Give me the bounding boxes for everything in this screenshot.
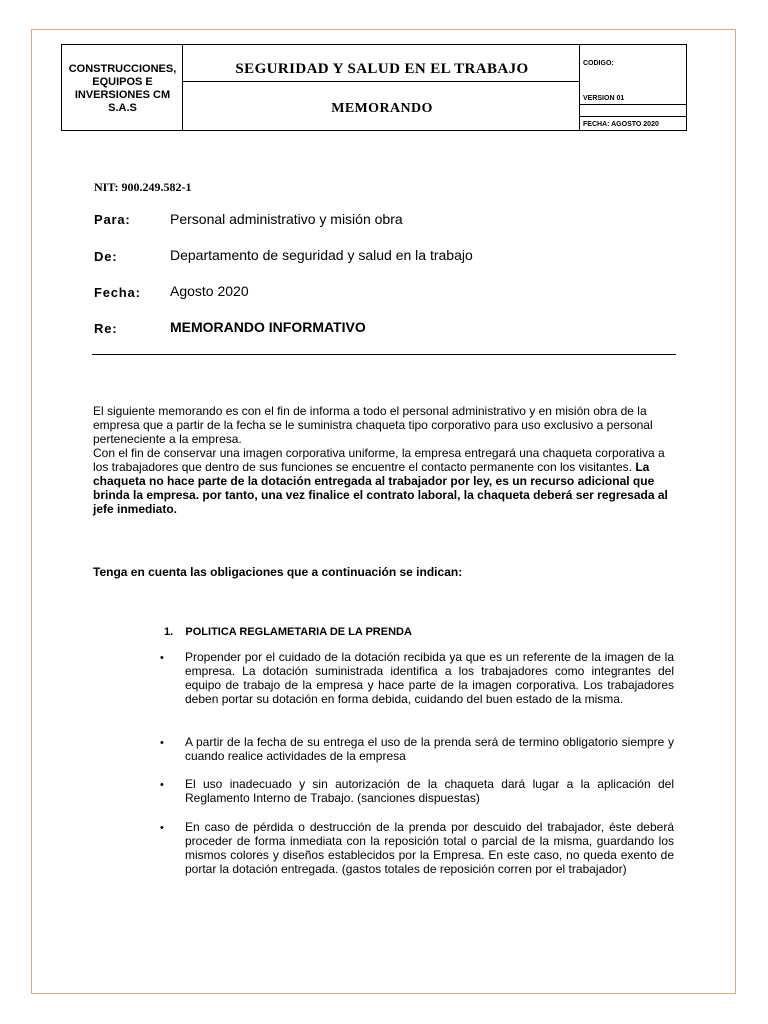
obligations-intro: Tenga en cuenta las obligaciones que a continuación se indican:: [93, 565, 463, 579]
fecha-header-label: FECHA: AGOSTO 2020: [583, 121, 659, 128]
codigo-label: CODIGO:: [583, 60, 614, 67]
bullet-icon: •: [160, 779, 164, 791]
list-item: En caso de pérdida o destrucción de la prenda por descuido del trabajador, éste deberá proceder de forma inmediata con la reposición total o parcial de la misma, guardando los mismos colores y diseños establecidos por la Empresa. En este caso, no queda exento de portar la dotación entregada. (gastos totales de reposición corren por el trabajador): [185, 820, 674, 876]
body-paragraph-1: El siguiente memorando es con el fin de informa a todo el personal administrativo y en misión obra de la empresa que a partir de la fecha se le suministra chaqueta tipo corporativo para uso exclusivo a personal perteneciente a la empresa.: [93, 404, 653, 446]
separator-line: [92, 354, 676, 355]
document-title: SEGURIDAD Y SALUD EN EL TRABAJO: [235, 61, 529, 77]
body-paragraph-2-bold: La chaqueta no hace parte de la dotación entregada al trabajador por ley, es un recurso adicional que brinda la empresa. por tanto, una vez finalice el contrato laboral, la chaqueta deberá ser regresada al jefe inmediato.: [93, 460, 668, 516]
header-divider: [580, 104, 686, 105]
de-label: De:: [94, 249, 118, 264]
para-label: Para:: [94, 212, 131, 227]
body-paragraph-2: [93, 446, 677, 516]
list-item: Propender por el cuidado de la dotación recibida ya que es un referente de la imagen de la empresa. La dotación suministrada identifica a los trabajadores como integrantes del equipo de trabajo de la empresa y hace parte de la imagen corporativa. Los trabajadores deben portar su dotación en forma debida, cuidando del buen estado de la misma.: [185, 650, 674, 706]
re-label: Re:: [94, 321, 118, 336]
de-value: Departamento de seguridad y salud en la trabajo: [170, 247, 473, 263]
header-divider: [580, 116, 686, 117]
bullet-icon: •: [160, 822, 164, 834]
fecha-value: Agosto 2020: [170, 283, 249, 299]
memo-body: [93, 404, 677, 516]
re-value: MEMORANDO INFORMATIVO: [170, 319, 366, 335]
document-subtitle: MEMORANDO: [331, 101, 433, 116]
section-heading: 1. POLITICA REGLAMETARIA DE LA PRENDA: [164, 626, 412, 638]
nit-number: NIT: 900.249.582-1: [94, 180, 192, 194]
fecha-label: Fecha:: [94, 285, 141, 300]
body-paragraph-2-text: Con el fin de conservar una imagen corporativa uniforme, la empresa entregará una chaqueta corporativa a los trabajadores que dentro de sus funciones se encuentre el contacto permanente con los visitantes.: [93, 446, 665, 474]
bullet-icon: •: [160, 652, 164, 664]
document-header-table: [61, 44, 687, 131]
company-name: CONSTRUCCIONES, EQUIPOS E INVERSIONES CM S.A.S: [68, 62, 177, 114]
list-item: El uso inadecuado y sin autorización de la chaqueta dará lugar a la aplicación del Reglamento Interno de Trabajo. (sanciones dispuestas): [185, 777, 674, 805]
list-item: A partir de la fecha de su entrega el uso de la prenda será de termino obligatorio siempre y cuando realice actividades de la empresa: [185, 735, 674, 763]
para-value: Personal administrativo y misión obra: [170, 211, 403, 227]
bullet-icon: •: [160, 737, 164, 749]
version-label: VERSION 01: [583, 95, 625, 102]
